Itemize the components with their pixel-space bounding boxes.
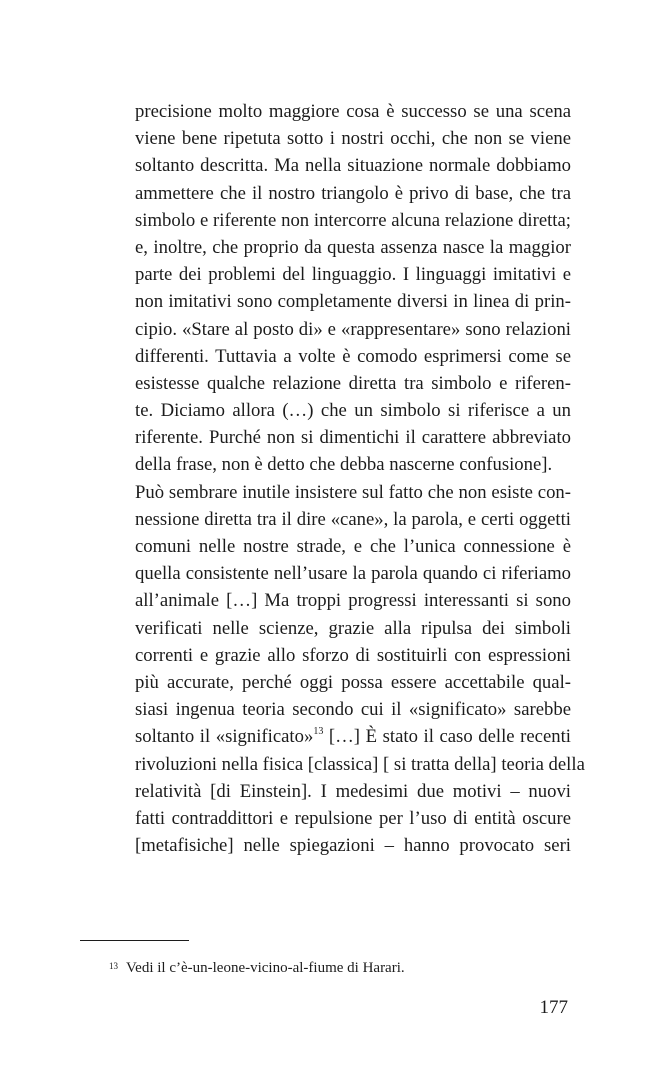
text-line: relatività [di Einstein]. I medesimi due motivi – nuovi — [135, 780, 571, 802]
text-line-with-footnote-ref — [135, 723, 571, 750]
text-line: esistesse qualche relazione diretta tra simbolo e riferen- — [135, 372, 571, 394]
text-line: non imitativi sono completamente diversi in linea di prin- — [135, 291, 571, 313]
text-line: rivoluzioni nella fisica [classica] [ si tratta della] teoria della — [135, 753, 585, 775]
footnote-reference[interactable]: 13 — [313, 726, 324, 738]
text-line: verificati nelle scienze, grazie alla ripulsa dei simboli — [135, 617, 571, 639]
text-line: ammettere che il nostro triangolo è privo di base, che tra — [135, 182, 571, 204]
text-segment: soltanto il «significato» — [135, 726, 314, 748]
text-line: viene bene ripetuta sotto i nostri occhi, che non se viene — [135, 128, 571, 150]
text-line: quella consistente nell’usare la parola quando ci riferiamo — [135, 563, 571, 585]
footnote-separator — [80, 940, 189, 941]
text-line: differenti. Tuttavia a volte è comodo esprimersi come se — [135, 345, 571, 367]
text-line: soltanto descritta. Ma nella situazione normale dobbiamo — [135, 155, 571, 177]
text-line: parte dei problemi del linguaggio. I linguaggi imitativi e — [135, 264, 571, 286]
footnote-number: 13 — [109, 961, 118, 971]
text-line: più accurate, perché oggi possa essere accettabile qual- — [135, 671, 571, 693]
text-line: riferente. Purché non si dimentichi il carattere abbreviato — [135, 427, 571, 449]
body-text — [135, 98, 585, 859]
text-line: Può sembrare inutile insistere sul fatto che non esiste con- — [135, 481, 571, 503]
text-line: simbolo e riferente non intercorre alcuna relazione diretta; — [135, 209, 571, 231]
text-line: [metafisiche] nelle spiegazioni – hanno provocato seri — [135, 835, 571, 857]
text-line: precisione molto maggiore cosa è successo se una scena — [135, 101, 571, 122]
text-line: te. Diciamo allora (…) che un simbolo si riferisce a un — [135, 400, 571, 422]
page-number: 177 — [539, 997, 568, 1018]
footnote — [109, 960, 405, 977]
text-line: siasi ingenua teoria secondo cui il «significato» sarebbe — [135, 699, 571, 721]
text-line: della frase, non è detto che debba nascerne confusione]. — [135, 454, 553, 476]
text-segment: […] È stato il caso delle recenti — [323, 726, 571, 748]
text-line: e, inoltre, che proprio da questa assenza nasce la maggior — [135, 236, 571, 258]
text-line: fatti contraddittori e repulsione per l’uso di entità oscure — [135, 807, 571, 829]
text-line: comuni nelle nostre strade, e che l’unica connessione è — [135, 536, 571, 557]
text-line: nessione diretta tra il dire «cane», la parola, e certi oggetti — [135, 508, 571, 530]
text-line: cipio. «Stare al posto di» e «rappresentare» sono relazioni — [135, 318, 571, 340]
text-line: correnti e grazie allo sforzo di sostituirli con espressioni — [135, 644, 571, 666]
text-line: all’animale […] Ma troppi progressi interessanti si sono — [135, 590, 571, 612]
footnote-text: Vedi il c’è-un-leone-vicino-al-fiume di Harari. — [126, 960, 405, 976]
